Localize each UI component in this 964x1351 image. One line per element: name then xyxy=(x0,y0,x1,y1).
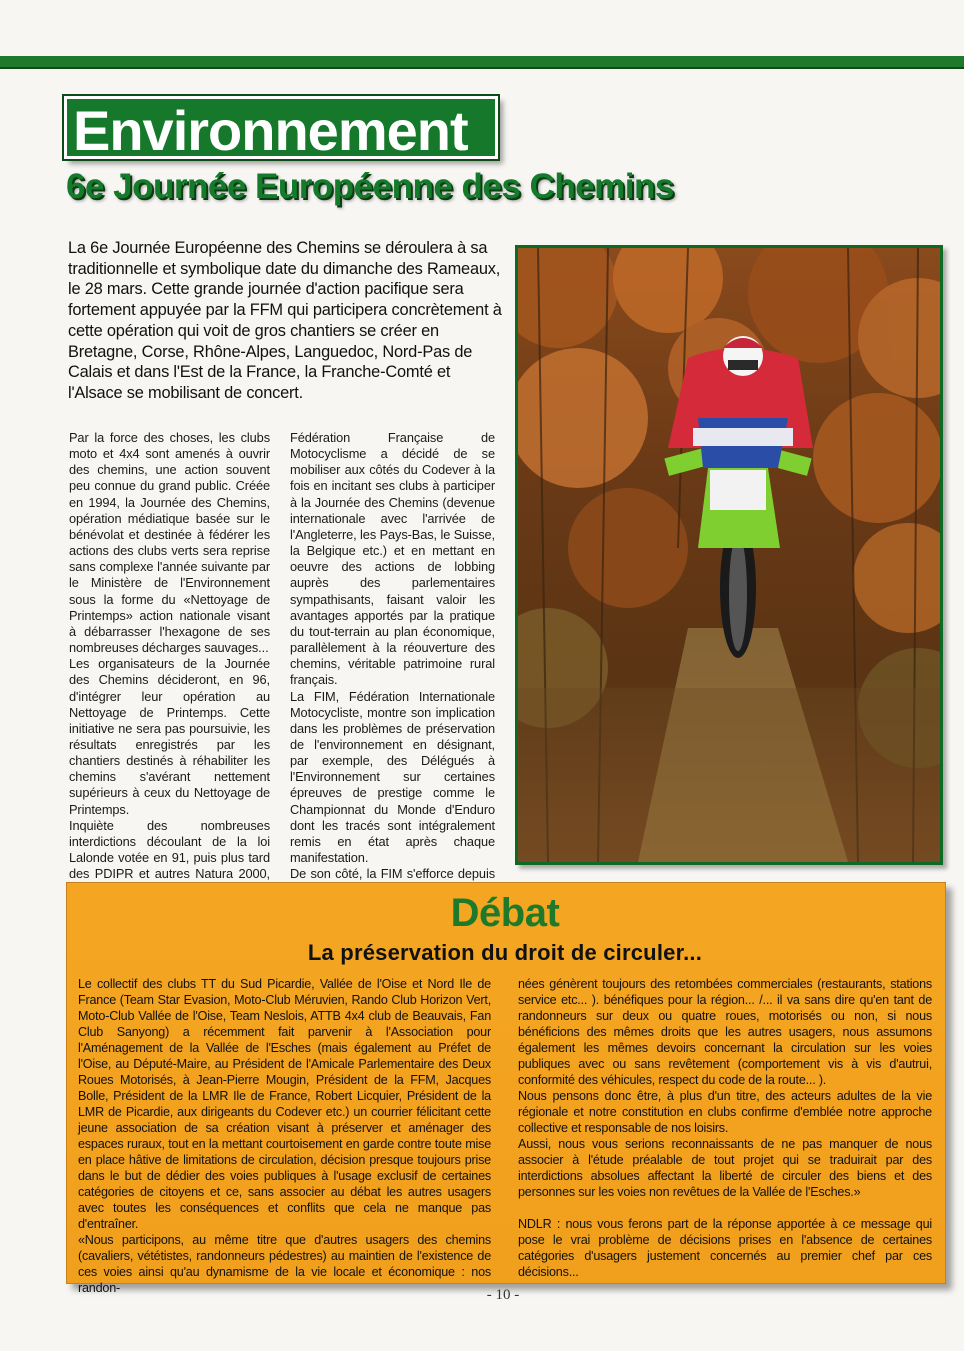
paragraph: Aussi, nous vous serions reconnaissants de ne pas manquer de nous associer à l'étude préalable de tout projet qui se traduirait par des interdictions absolues affectant la liberté de circuler des biens et des personnes sur les voies non revêtues de la Vallée de l'Esches.» xyxy=(518,1137,932,1199)
debat-column-2 xyxy=(518,976,932,1280)
article-title: 6e Journée Européenne des Chemins xyxy=(66,167,674,206)
paragraph: «Nous participons, au même titre que d'autres usagers des chemins (cavaliers, vététistes, randonneurs pédestres) au maintien de l'existence de ces voies ainsi qu'au dynamisme de la vie locale et économique : nos randon- xyxy=(78,1233,491,1295)
lead-paragraph: La 6e Journée Européenne des Chemins se déroulera à sa traditionnelle et symbolique date du dimanche des Rameaux, le 28 mars. Cette grande journée d'action pacifique sera fortement appuyée par la FFM qui participera concrètement à cette opération qui voit de gros chantiers se créer en Bretagne, Corse, Rhône-Alpes, Languedoc, Nord-Pas de Calais et dans l'Est de la France, la Franche-Comté et l'Alsace se mobilisant de concert. xyxy=(68,239,502,402)
debat-title: Débat xyxy=(450,891,560,935)
paragraph: Inquiète des nombreuses interdictions découlant de la loi Lalonde votée en 91, puis plus tard des PDIPR et autres Natura 2000, xyxy=(69,817,270,882)
enduro-rider-photo xyxy=(515,245,943,865)
debat-column-1 xyxy=(78,976,491,1296)
paragraph-spacer xyxy=(518,1200,932,1216)
top-green-rule xyxy=(0,56,964,69)
paragraph: Par la force des choses, les clubs moto et 4x4 sont amenés à ouvrir des chemins, une action souvent peu connue du grand public. Créée en 1994, la Journée des Chemins, opération médiatique basée sur le bénévolat et destinée à fédérer les actions des clubs verts sera reprise sans complexe l'année suivante par le Ministère de l'Environnement sous la forme du «Nettoyage de Printemps» action nationale visant à débarrasser l'hexagone de ses nombreuses décharges sauvages... xyxy=(69,430,270,656)
article-column-2 xyxy=(290,430,495,899)
photo-illustration xyxy=(518,248,940,862)
article-column-1 xyxy=(69,430,270,899)
paragraph: Les organisateurs de la Journée des Chemins décideront, en 96, d'intégrer leur opération au Nettoyage de Printemps. Cette initiative ne sera pas poursuivie, les résultats enregistrés par les chantiers destinés à réhabiliter les chemins s'avérant nettement supérieurs à ceux du Nettoyage de Printemps. xyxy=(69,656,270,817)
page-number: - 10 - xyxy=(486,1287,520,1303)
paragraph: La FIM, Fédération Internationale Motocycliste, montre son implication dans les problèmes de préservation de l'environnement en désignant, par exemple, des Délégués à l'Environnement sur certaines épreuves de prestige comme le Championnat du Monde d'Enduro dont les tracés sont intégralement remis en état après chaque manifestation. xyxy=(290,688,495,866)
paragraph: Fédération Française de Motocyclisme a décidé de se mobiliser aux côtés du Codever à la fois en incitant ses clubs à participer à la Journée des Chemins (devenue internationale avec l'arrivée de l'Angleterre, les Pays-Bas, le Suisse, la Belgique etc.) et en mettant en oeuvre des actions de lobbing auprès des parlementaires sympathisants, faisant valoir les avantages apportés par la pratique du tout-terrain au plan économique, parallèlement à la réouverture des chemins, véritable patrimoine rural français. xyxy=(290,430,495,688)
paragraph: nées génèrent toujours des retombées commerciales (restaurants, stations service etc... ). bénéfiques pour la région... /... il va sans dire qu'en tant de randonneurs sur deux ou quatre roues, motorisés ou non, si nous bénéficions des mêmes droits que les autres usagers, nous assumons également les mêmes devoirs concernant la circulation sur les voies publiques avec ou sans revêtement (comportement vis à vis d'autrui, conformité des véhicules, respect du code de la route... ). xyxy=(518,977,932,1087)
paragraph: Nous pensons donc être, à plus d'un titre, des acteurs adultes de la vie régionale et notre constitution en clubs confirme d'emblée notre approche collective et responsable de nos loisirs. xyxy=(518,1089,932,1135)
paragraph: Le collectif des clubs TT du Sud Picardie, Vallée de l'Oise et Nord Ile de France (Team Star Evasion, Moto-Club Méruvien, Rando Club Horizon Vert, Moto-Club Vallée de l'Oise, Team Neslois, ATTB 4x4 club de Beauvais, Fan Club Sanyong) a récemment fait parvenir à l'Association pour l'Aménagement de la Vallée de l'Esches (mais également au Préfet de l'Oise, au Député-Maire, au Président de l'Amicale Parlementaire des Deux Roues Motorisés, à Jean-Pierre Mougin, Président de la FFM, Jacques Bolle, Président de la LMR Ile de France, Robert Licquier, Président de la LMR de Picardie, aux dirigeants du Codever etc.) un courrier félicitant cette jeune association de sa création visant à préserver et aménager des espaces ruraux, tout en la mettant courtoisement en garde contre toute mise en place hâtive de limitations de circulation, décision presque toujours prise dans le but de dédier des voies publiques à l'usage exclusif de certaines catégories de citoyens et ce, sans associer au débat les autres usagers avec toutes les conséquences et conflits que cela ne manque pas d'entraîner. xyxy=(78,977,491,1231)
section-banner: Environnement xyxy=(64,96,498,159)
debat-subtitle: La préservation du droit de circuler... xyxy=(307,940,703,965)
paragraph: De son côté, la FIM s'efforce depuis xyxy=(290,866,495,882)
ndlr-note: NDLR : nous vous ferons part de la réponse apportée à ce message qui pose le vrai problème de décisions prises en l'absence de certaines catégories d'usagers justement concernés au premier chef par ces décisions... xyxy=(518,1217,932,1279)
